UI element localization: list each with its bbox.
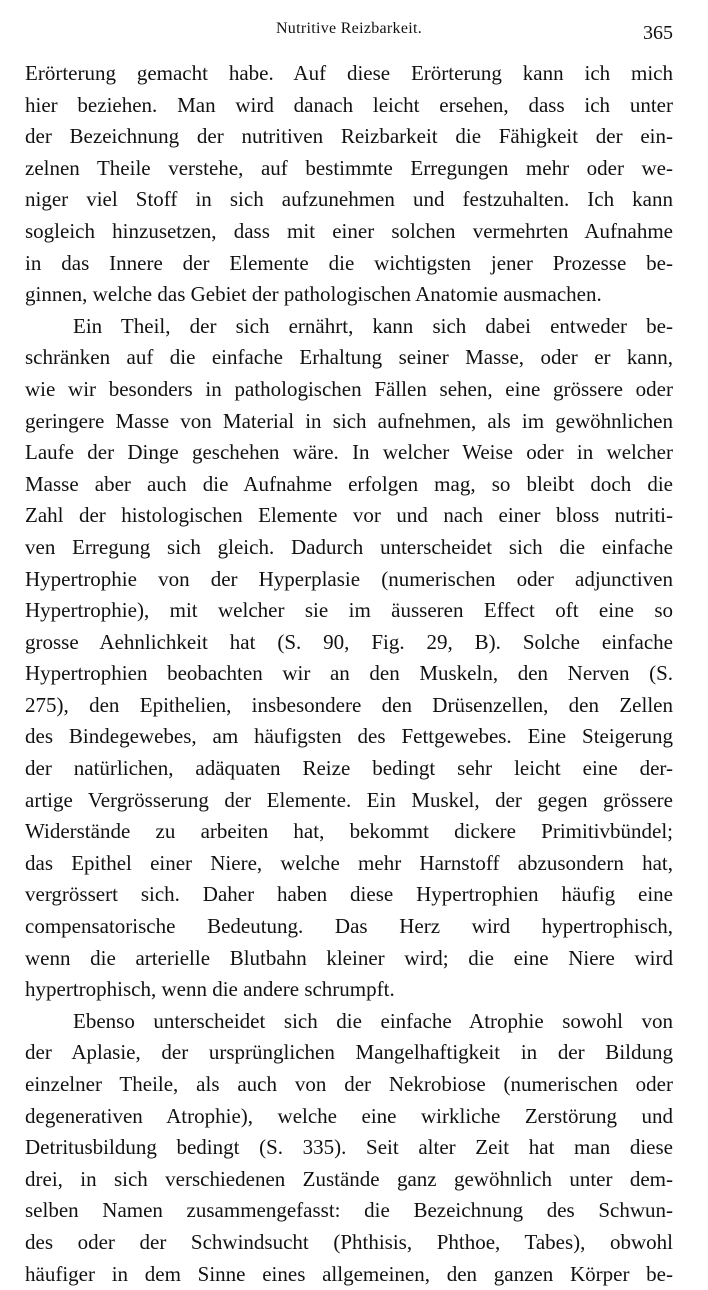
text-line: grosse Aehnlichkeit hat (S. 90, Fig. 29, B). Solche einfache xyxy=(25,629,673,654)
page-header xyxy=(25,14,673,44)
text-line: vergrössert sich. Daher haben diese Hypertrophien häufig eine xyxy=(25,882,673,907)
text-line: Masse aber auch die Aufnahme erfolgen mag, so bleibt doch die xyxy=(25,471,673,496)
text-line: der Bezeichnung der nutritiven Reizbarkeit die Fähigkeit der ein- xyxy=(25,124,673,149)
text-line: 275), den Epithelien, insbesondere den Drüsenzellen, den Zellen xyxy=(25,692,673,717)
text-line: der natürlichen, adäquaten Reize bedingt sehr leicht eine der- xyxy=(25,756,673,781)
text-line: Hypertrophien beobachten wir an den Muskeln, den Nerven (S. xyxy=(25,661,673,686)
text-line: Laufe der Dinge geschehen wäre. In welcher Weise oder in welcher xyxy=(25,440,673,465)
text-line: Widerstände zu arbeiten hat, bekommt dickere Primitivbündel; xyxy=(25,819,673,844)
paragraph-1 xyxy=(25,58,673,311)
text-line: artige Vergrösserung der Elemente. Ein Muskel, der gegen grössere xyxy=(25,787,673,812)
text-line: das Epithel einer Niere, welche mehr Harnstoff abzusondern hat, xyxy=(25,850,673,875)
text-line: compensatorische Bedeutung. Das Herz wird hypertrophisch, xyxy=(25,914,673,939)
text-line: selben Namen zusammengefasst: die Bezeichnung des Schwun- xyxy=(25,1198,673,1223)
page-body xyxy=(25,58,673,1290)
text-line: in das Innere der Elemente die wichtigsten jener Prozesse be- xyxy=(25,250,673,275)
text-line: ginnen, welche das Gebiet der pathologischen Anatomie ausmachen. xyxy=(25,282,602,307)
text-line: des Bindegewebes, am häufigsten des Fettgewebes. Eine Steigerung xyxy=(25,724,673,749)
text-line: schränken auf die einfache Erhaltung seiner Masse, oder er kann, xyxy=(25,345,673,370)
text-line: Hypertrophie von der Hyperplasie (numerischen oder adjunctiven xyxy=(25,566,673,591)
text-line: zelnen Theile verstehe, auf bestimmte Erregungen mehr oder we- xyxy=(25,155,673,180)
page-number: 365 xyxy=(643,22,673,44)
text-line: degenerativen Atrophie), welche eine wirkliche Zerstörung und xyxy=(25,1103,673,1128)
text-line: einzelner Theile, als auch von der Nekrobiose (numerischen oder xyxy=(25,1072,673,1096)
text-line: Ein Theil, der sich ernährt, kann sich dabei entweder be- xyxy=(73,313,673,338)
text-line: drei, in sich verschiedenen Zustände ganz gewöhnlich unter dem- xyxy=(25,1166,673,1191)
paragraph-2 xyxy=(25,311,673,1006)
text-line: niger viel Stoff in sich aufzunehmen und festzuhalten. Ich kann xyxy=(25,187,673,212)
text-line: geringere Masse von Material in sich aufnehmen, als im gewöhnlichen xyxy=(25,408,673,433)
text-line: Ebenso unterscheidet sich die einfache Atrophie sowohl von xyxy=(73,1008,673,1033)
text-line: Detritusbildung bedingt (S. 335). Seit alter Zeit hat man diese xyxy=(25,1135,673,1160)
text-line: Erörterung gemacht habe. Auf diese Erörterung kann ich mich xyxy=(25,61,673,85)
text-line: hypertrophisch, wenn die andere schrumpft. xyxy=(25,977,395,1002)
text-line: des oder der Schwindsucht (Phthisis, Phthoe, Tabes), obwohl xyxy=(25,1229,673,1254)
text-line: der Aplasie, der ursprünglichen Mangelhaftigkeit in der Bildung xyxy=(25,1040,673,1065)
text-line: wie wir besonders in pathologischen Fällen sehen, eine grössere oder xyxy=(25,376,673,401)
text-line: Zahl der histologischen Elemente vor und nach einer bloss nutriti- xyxy=(25,503,673,528)
running-title: Nutritive Reizbarkeit. xyxy=(275,20,423,37)
text-line: hier beziehen. Man wird danach leicht ersehen, dass ich unter xyxy=(25,92,673,117)
text-line: wenn die arterielle Blutbahn kleiner wird; die eine Niere wird xyxy=(25,945,673,970)
paragraph-3 xyxy=(25,1006,673,1290)
text-line: Hypertrophie), mit welcher sie im äusseren Effect oft eine so xyxy=(25,598,673,623)
text-line: ven Erregung sich gleich. Dadurch unterscheidet sich die einfache xyxy=(25,534,673,559)
text-line: häufiger in dem Sinne eines allgemeinen, den ganzen Körper be- xyxy=(25,1261,673,1286)
text-line: sogleich hinzusetzen, dass mit einer solchen vermehrten Aufnahme xyxy=(25,218,673,243)
